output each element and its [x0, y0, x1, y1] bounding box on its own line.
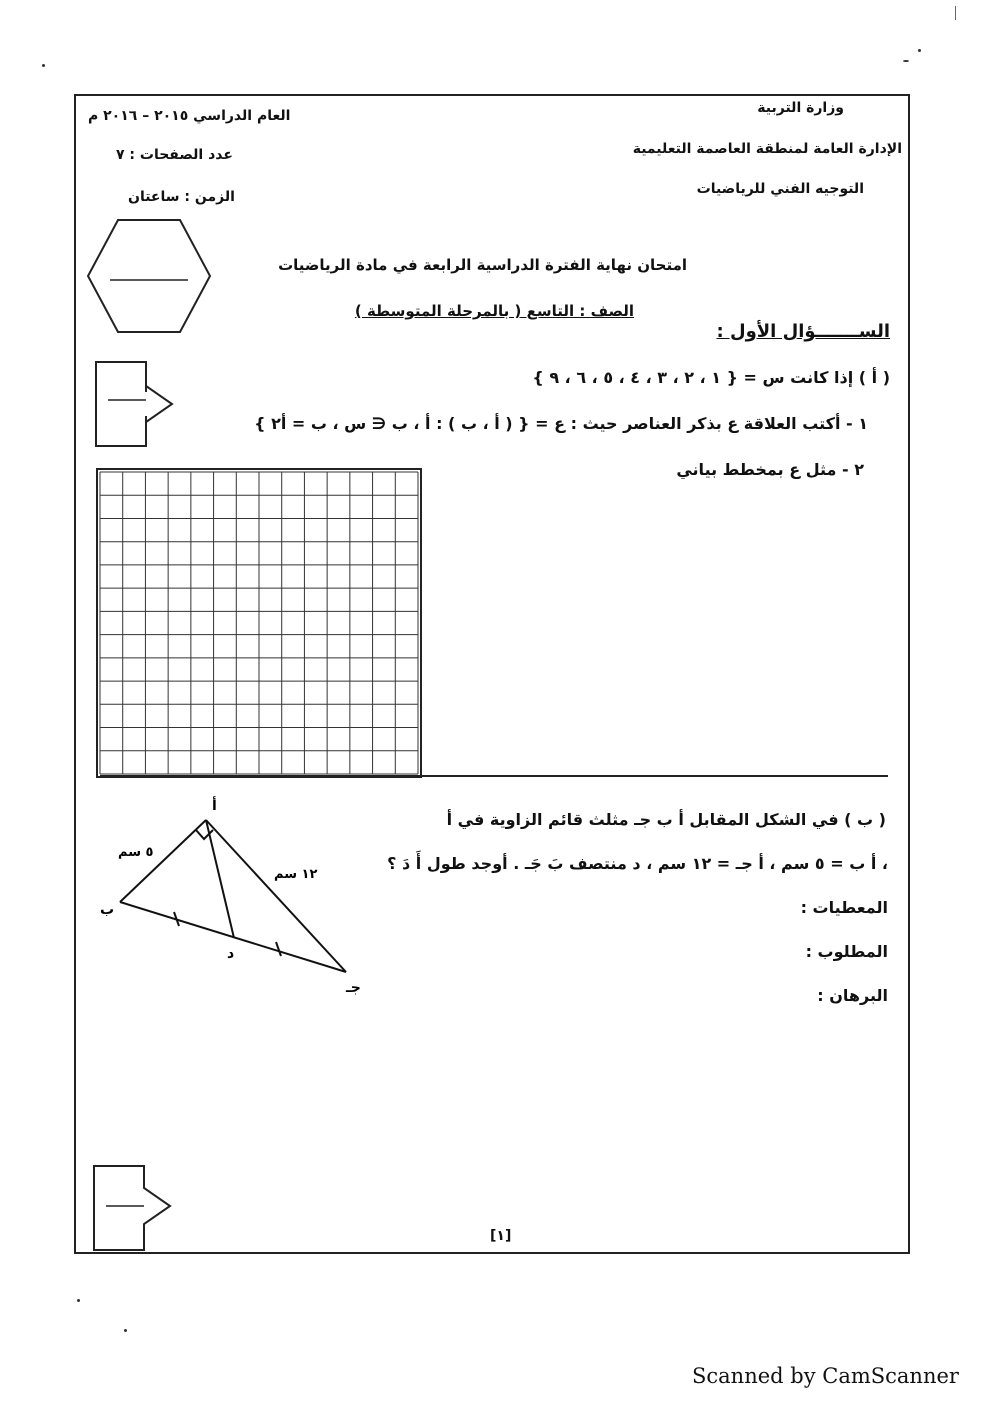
scan-speck	[42, 64, 45, 67]
item-2-graph: ٢ - مثل ع بمخطط بياني	[676, 460, 864, 479]
side-ab	[120, 820, 206, 902]
exam-title: امتحان نهاية الفترة الدراسية الرابعة في مادة الرياضيات	[278, 256, 687, 274]
item-1-relation: ١ - أكتب العلاقة ع بذكر العناصر حيث : ع = { ( أ ، ب ) : أ ، ب ∈ س ، ب = أ٢ }	[254, 414, 868, 433]
vertex-a-label: أ	[212, 798, 217, 814]
page-number: [١]	[490, 1228, 512, 1244]
given-label: المعطيات :	[800, 898, 888, 917]
grade-label: الصف : التاسع ( بالمرحلة المتوسطة )	[354, 302, 634, 320]
section-divider	[100, 775, 888, 777]
score-arrow-box	[94, 360, 180, 448]
question-heading: الســـــــؤال الأول :	[716, 321, 890, 342]
side-ab-length: ٥ سم	[118, 845, 154, 860]
required-label: المطلوب :	[805, 942, 888, 961]
score-arrow-box	[92, 1164, 178, 1252]
supervision-name: التوجيه الفني للرياضيات	[696, 181, 864, 197]
ministry-name: وزارة التربية	[757, 100, 844, 116]
scan-speck	[124, 1329, 127, 1332]
directorate-name: الإدارة العامة لمنطقة العاصمة التعليمية	[632, 141, 902, 157]
scan-speck	[77, 1299, 80, 1302]
vertex-d-label: د	[227, 946, 235, 962]
graph-grid	[96, 468, 422, 778]
scan-speck	[918, 49, 921, 52]
vertex-c-label: جـ	[346, 980, 361, 996]
score-hexagon	[84, 218, 214, 334]
scan-speck	[903, 60, 909, 62]
proof-label: البرهان :	[817, 986, 888, 1005]
vertex-b-label: ب	[100, 902, 115, 918]
part-b-statement: ( ب ) في الشكل المقابل أ ب جـ مثلث قائم الزاوية في أ	[446, 810, 886, 829]
tick-mark	[276, 942, 281, 956]
part-a-statement: ( أ ) إذا كانت س = { ١ ، ٢ ، ٣ ، ٤ ، ٥ ، ٦ ، ٩ }	[532, 368, 890, 387]
triangle-figure	[90, 790, 380, 1010]
academic-year: العام الدراسي ٢٠١٥ – ٢٠١٦ م	[88, 108, 291, 124]
exam-duration: الزمن : ساعتان	[128, 189, 235, 205]
scan-speck	[955, 6, 956, 20]
part-b-givens: ، أ ب = ٥ سم ، أ جـ = ١٢ سم ، د منتصف بَ جَـ . أوجد طول أَ دَ ؟	[387, 854, 888, 873]
page-count: عدد الصفحات : ٧	[116, 147, 233, 163]
side-ac-length: ١٢ سم	[274, 867, 318, 882]
scanner-watermark: Scanned by CamScanner	[692, 1364, 959, 1388]
median-ad	[206, 820, 234, 938]
